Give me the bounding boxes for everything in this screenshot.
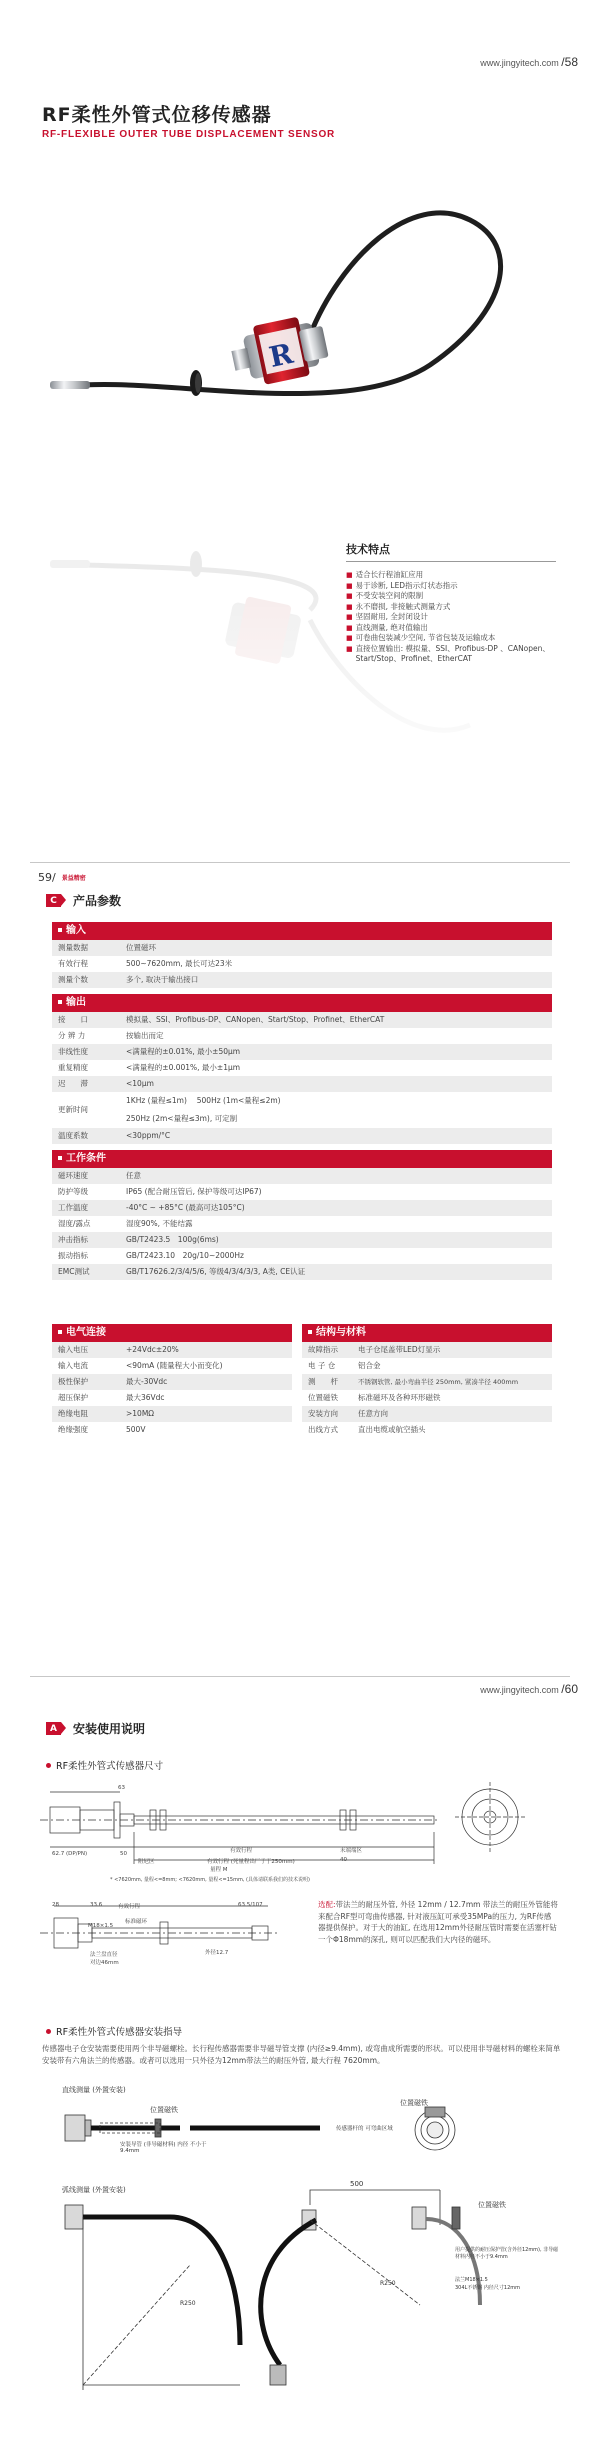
product-subtitle: RF-FLEXIBLE OUTER TUBE DISPLACEMENT SENSOR xyxy=(42,129,336,140)
page-number: 59/ xyxy=(38,871,56,884)
table-row: 冲击指标 GB/T2423.5 100g(6ms) xyxy=(52,1232,552,1248)
table-row: 有效行程 500~7620mm, 最长可达23米 xyxy=(58,959,233,968)
feature-item: ■ 永不磨损, 非接触式测量方式 xyxy=(346,601,451,611)
table-row: 温度系数 <30ppm/°C xyxy=(52,1128,552,1144)
bullet-icon: ■ xyxy=(346,613,353,621)
feature-item: ■ 适合长行程油缸应用 xyxy=(346,570,424,579)
table-row: 位置磁铁 标准磁环及各种环形磁铁 xyxy=(308,1393,441,1402)
bullet-icon: ■ xyxy=(346,592,353,600)
table-header-input: 输入 xyxy=(52,922,552,940)
product-title: RF柔性外管式位移传感器 xyxy=(42,104,272,126)
page-number: 60 xyxy=(564,1682,578,1696)
table-row: 分 辨 力 按输出而定 xyxy=(58,1031,164,1040)
housing-logo: R xyxy=(266,336,296,375)
table-row: 超压保护 最大36Vdc xyxy=(58,1393,165,1402)
subsection-install-guide: RF柔性外管式传感器安装指导 xyxy=(46,2024,182,2038)
table-header-output: 输出 xyxy=(52,994,552,1012)
bullet-icon: ■ xyxy=(346,602,353,611)
table-header-structure: 结构与材料 xyxy=(302,1324,552,1342)
bullet-icon: ■ xyxy=(346,571,353,579)
feature-item: ■ 可卷曲包装减少空间, 节省包装及运输成本 xyxy=(346,633,496,642)
straight-mount-label: 直线测量 (外置安装) xyxy=(62,2086,126,2094)
curve-mount-label: 弧线测量 (外置安装) xyxy=(62,2186,126,2194)
spec-table-main xyxy=(52,922,552,1280)
table-row: 测量数据 位置磁环 xyxy=(52,940,552,956)
spec-table-electrical xyxy=(52,1324,292,1438)
table-row: 非线性度 <满量程的±0.01%, 最小±50μm xyxy=(52,1044,552,1060)
page-header-60: www.jingyitech.com /60 xyxy=(480,1682,578,1696)
table-row: 工作温度 -40°C ~ +85°C (最高可达105°C) xyxy=(52,1200,552,1216)
table-row: 极性保护 最大-30Vdc xyxy=(52,1374,292,1390)
table-row: 绝缘强度 500V xyxy=(58,1425,146,1434)
page-number: 58 xyxy=(564,55,578,69)
table-row: 更新时间 1KHz (量程≤1m) 500Hz (1m<量程≤2m) 250Hz (2m<量程≤3m), 可定制 xyxy=(58,1096,281,1123)
bullet-icon: ■ xyxy=(346,634,353,642)
pressure-tube-note: 选配:带法兰的耐压外管, 外径 12mm / 12.7mm 带法兰的耐压外管能将来配合RF型可弯曲传感器, 针对液压缸可承受35MPa的压力, 为RF传感器提供保护。对于大的油缸, 在选用12mm外径耐压管时需要在活塞杆钻一个Φ18mm的深孔, 则可以匹配我们大内径的磁环。 xyxy=(318,1900,558,1944)
table-row: 测量个数 多个, 取决于输出接口 xyxy=(52,972,552,988)
page-header-58: www.jingyitech.com /58 xyxy=(480,55,578,69)
section-title: 产品参数 xyxy=(73,894,122,908)
bullet-icon: ■ xyxy=(346,623,353,632)
section-heading-params xyxy=(46,892,121,909)
spec-table-structure xyxy=(302,1324,552,1438)
features-title: 技术特点 xyxy=(346,543,390,556)
table-row: 接 口 模拟量、SSI、Profibus-DP、CANopen、Start/Stop、Profinet、EtherCAT xyxy=(52,1012,552,1028)
feature-item: ■ 直线测量, 绝对值输出 xyxy=(346,622,428,632)
table-row: 故障指示 电子仓尾盖带LED灯显示 xyxy=(302,1342,552,1358)
table-row: 湿度/露点 湿度90%, 不能结露 xyxy=(58,1219,193,1228)
feature-item: ■ 直接位置输出: 模拟量、SSI、Profibus-DP 、CANopen、Start/Stop、Profinet、EtherCAT xyxy=(346,643,550,663)
bullet-icon: ■ xyxy=(346,581,353,590)
section-badge: A xyxy=(46,1722,61,1735)
feature-item: ■ 易于诊断, LED指示灯状态指示 xyxy=(346,580,458,590)
table-header-electrical: 电气连接 xyxy=(52,1324,292,1342)
catalog-page: www.jingyitech.com /58 RF柔性外管式位移传感器 RF-FLEXIBLE OUTER TUBE DISPLACEMENT SENSOR R 技术特点 ■ 适合长行程油缸应用 ■ 易于诊断, LED指示灯状态指示 ■ 不受安装空间的限制 ■ 永不磨损, 非接触式测量方式 ■ 坚固耐用, 全封闭设计 ■ 直线测量, 绝对值输出 ■ 可卷曲包装减少空间, 节省包装及运输成本 ■ 直接位置输出: 模拟量、SSI、Profibus-DP 、CANopen、Start/Stop、Profinet、EtherCAT 59/ 景益精密 C 产品参数 输入 测量数据 位置磁环 有效行程 500~7620mm, 最长可达23米 测量个数 多个, 取决于输出接口 输出 接 口 模拟量、SSI、Profibus-DP、CANopen、Start/Stop、Profinet、EtherCAT 分 辨 力 按输出而定 非线性度 <满量程的±0.01%, 最小±50μm 重复精度 <满量程的±0.001%, 最小±1μm 迟 滞 <10μm 更新时间 1KHz (量程≤1m) 500Hz (1m<量程≤2m) 250Hz (2m<量程≤3m), 可定制 温度系数 <30ppm/°C 工作条件 磁环速度 任意 防护等级 IP65 (配合耐压管后, 保护等级可达IP67) 工作温度 -40°C ~ +85°C (最高可达105°C) 湿度/露点 湿度90%, 不能结露 冲击指标 GB/T2423.5 100g(6ms) 振动指标 GB/T2423.10 20g/10~2000Hz EMC测试 GB/T17626.2/3/4/5/6, 等级4/3/4/3/3, A类, CE认证 电气连接 输入电压 +24Vdc±20% 输入电流 <90mA (随量程大小而变化) 极性保护 最大-30Vdc 超压保护 最大36Vdc 绝缘电阻 >10MΩ 绝缘强度 500V 结构与材料 故障指示 电子仓尾盖带LED灯显示 电 子 仓 铝合金 测 杆 不锈钢软管, 最小弯曲半径 250mm, 紧凑半径 400mm 位置磁铁 标准磁环及各种环形磁铁 安装方向 任意方向 出线方式 直出电缆或航空插头 www.jingyitech.com /60 A 安装使用说明 RF柔性外管式传感器尺寸 62.7 (DP/PN) 50 阻尼区 有效行程 未端端区 63 40 有效行程 (死量程出厂于于250mm) 量程 M * <7620mm, 量程<=8mm; <7620mm, 量程<=15mm, (具体请联系我们的技术说明) 28 33.6 有效行程 63.5/107 M18×1.5 标准磁环 法兰盘直径 对边46mm 外径12.7 选配:带法兰的耐压外管, 外径 12mm / 12.7mm 带法兰的耐压外管能将来配合RF型可弯曲传感器, 针对液压缸可承受35MPa的压力, 为RF传感器提供保护。对于大的油缸, 在选用12mm外径耐压管时需要在活塞杆钻一个Φ18mm的深孔, 则可以匹配我们大内径的磁环。 RF柔性外管式传感器安装指导 传感器电子仓安装需要使用两个非导磁螺栓。长行程传感器需要非导磁导管支撑 (内径≥9.4mm), 或弯曲成所需要的形状。可以使用非导磁材料的螺栓来简单安装带有六角法兰的传感器。或者可以选用一只外径为12mm带法兰的耐压外管, 最大行程 7620mm。 直线测量 (外置安装) 弧线测量 (外置安装) 位置磁铁 安装导管 (非导磁材料) 内径 不小于9.4mm 位置磁铁 传感器杆的 可弯曲区域 500 位置磁铁 用户提供的耐压保护管(含外径12mm), 非导磁材料内径不小于9.4mm 法兰M18×1.5 304L不锈钢 内径尺寸12mm R250 R250 xyxy=(0,0,600,2441)
install-guide-text: 传感器电子仓安装需要使用两个非导磁螺栓。长行程传感器需要非导磁导管支撑 (内径≥9.4mm), 或弯曲成所需要的形状。可以使用非导磁材料的螺栓来简单安装带有六角法兰的传感器。或者可以选用一只外径为12mm带法兰的耐压外管, 最大行程 7620mm。 xyxy=(42,2044,561,2065)
table-row: 电 子 仓 铝合金 xyxy=(308,1361,381,1370)
bullet-icon: ■ xyxy=(346,644,353,653)
page-divider xyxy=(30,1676,570,1677)
features-panel xyxy=(346,541,556,665)
table-row: 磁环速度 任意 xyxy=(52,1168,552,1184)
subsection-dimensions: RF柔性外管式传感器尺寸 xyxy=(46,1758,163,1772)
table-row: 输入电压 +24Vdc±20% xyxy=(52,1342,292,1358)
table-row: 出线方式 直出电缆或航空插头 xyxy=(308,1425,426,1434)
table-row: 安装方向 任意方向 xyxy=(302,1406,552,1422)
bullet-icon xyxy=(46,1763,51,1768)
site-url[interactable]: www.jingyitech.com xyxy=(480,1685,559,1695)
table-row: 绝缘电阻 >10MΩ xyxy=(52,1406,292,1422)
site-url[interactable]: www.jingyitech.com xyxy=(480,58,559,68)
page-header-59 xyxy=(38,871,86,884)
page-divider xyxy=(30,862,570,863)
section-heading-install xyxy=(46,1720,145,1737)
divider xyxy=(346,561,556,562)
product-image xyxy=(0,150,600,790)
table-row: 测 杆 不锈钢软管, 最小弯曲半径 250mm, 紧凑半径 400mm xyxy=(302,1374,552,1390)
features-list xyxy=(346,570,556,665)
brand-logo: 景益精密 xyxy=(61,875,86,882)
bullet-icon xyxy=(46,2029,51,2034)
table-row: 重复精度 <满量程的±0.001%, 最小±1μm xyxy=(58,1063,241,1072)
table-row: 防护等级 IP65 (配合耐压管后, 保护等级可达IP67) xyxy=(58,1187,262,1196)
table-row: EMC测试 GB/T17626.2/3/4/5/6, 等级4/3/4/3/3, A类, CE认证 xyxy=(52,1264,552,1280)
feature-item: ■ 坚固耐用, 全封闭设计 xyxy=(346,612,428,621)
dimension-drawing-bottom xyxy=(40,1898,305,1978)
feature-item: ■ 不受安装空间的限制 xyxy=(346,591,424,600)
table-row: 迟 滞 <10μm xyxy=(52,1076,552,1092)
table-row: 输入电流 <90mA (随量程大小而变化) xyxy=(58,1361,223,1370)
table-header-working: 工作条件 xyxy=(52,1150,552,1168)
table-row: 振动指标 GB/T2423.10 20g/10~2000Hz xyxy=(58,1251,244,1260)
install-diagrams xyxy=(40,2095,560,2425)
section-badge: C xyxy=(46,894,61,907)
section-title: 安装使用说明 xyxy=(73,1722,146,1736)
